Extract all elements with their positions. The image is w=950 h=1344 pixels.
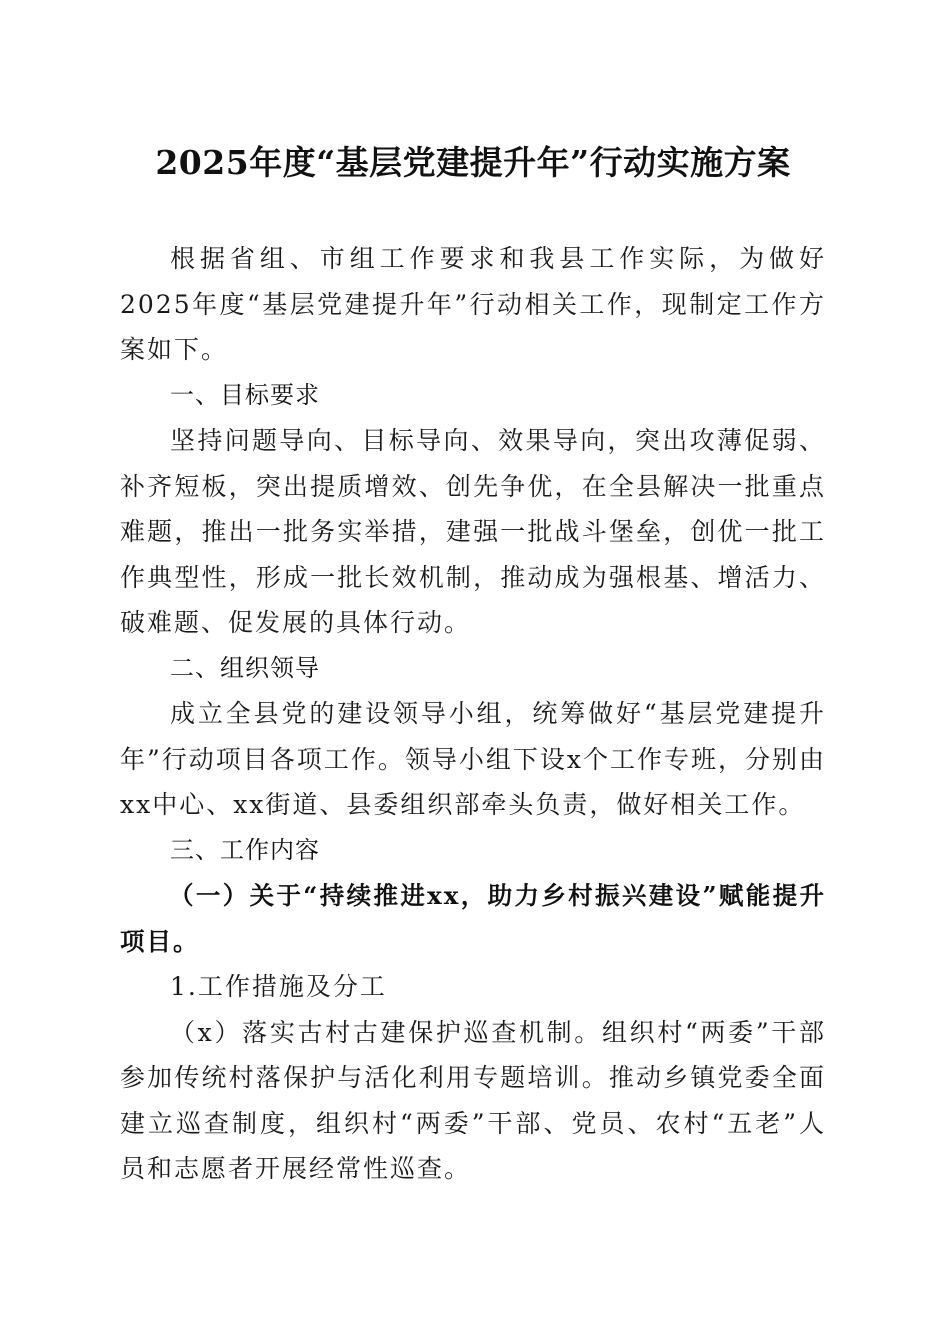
section-subheading-project: （一）关于“持续推进xx，助力乡村振兴建设”赋能提升项目。 (120, 881, 826, 956)
section-heading-organization: 二、组织领导 (170, 653, 320, 682)
document-title: 2025年度“基层党建提升年”行动实施方案 (155, 143, 791, 182)
item-paragraph-inspection: （x）落实古村古建保护巡查机制。组织村“两委”干部参加传统村落保护与活化利用专题培训。推动乡镇党委全面建立巡查制度，组织村“两委”干部、党员、农村“五老”人员和志愿者开展经常性巡查。 (120, 1017, 826, 1183)
section-paragraph-organization: 成立全县党的建设领导小组，统筹做好“基层党建提升年”行动项目各项工作。领导小组下设x个工作专班，分别由xx中心、xx街道、县委组织部牵头负责，做好相关工作。 (120, 699, 826, 819)
section-paragraph-goals: 坚持问题导向、目标导向、效果导向，突出攻薄促弱、补齐短板，突出提质增效、创先争优，在全县解决一批重点难题，推出一批务实举措，建强一批战斗堡垒，创优一批工作典型性，形成一批长效机制，推动成为强根基、增活力、破难题、促发展的具体行动。 (120, 426, 826, 637)
section-heading-work-content: 三、工作内容 (170, 835, 320, 864)
section-heading-goals: 一、目标要求 (170, 380, 320, 409)
intro-paragraph: 根据省组、市组工作要求和我县工作实际，为做好2025年度“基层党建提升年”行动相关工作，现制定工作方案如下。 (120, 244, 826, 364)
document-body (120, 236, 826, 1192)
item-title-measures: 1.工作措施及分工 (170, 972, 387, 1001)
document-content (120, 140, 826, 1192)
